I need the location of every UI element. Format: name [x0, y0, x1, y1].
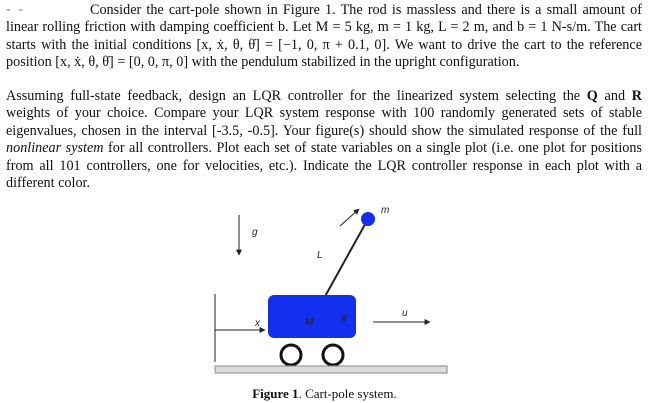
paragraph-2-text-c: weights of your choice. Compare your LQR system response with 100 randomly generated sets of stable eigenvalues, chosen in the interval [-3.5, -0.5]. Your figure(s) should show the simulated response of the full	[6, 105, 642, 139]
figure-caption	[0, 386, 649, 402]
pendulum-mass-label: m	[381, 205, 390, 216]
position-label: x	[255, 318, 260, 329]
r-weight-label: R	[631, 88, 642, 104]
stray-marks: - -	[6, 2, 25, 17]
gravity-label: g	[252, 227, 258, 238]
paragraph-2-text-a: Assuming full-state feedback, design an LQR controller for the linearized system selecting the	[6, 88, 587, 104]
rod-length-label: L	[317, 250, 323, 261]
right-wheel	[323, 345, 343, 365]
paragraph-2-text-e: for all controllers. Plot each set of state variables on a single plot (i.e. one plot for positions from all 101 controllers, one for velocities, etc.). Indicate the LQR controller response in each plot with a different color.	[6, 140, 642, 192]
figure-caption-text: . Cart-pole system.	[298, 386, 397, 401]
q-weight-label: Q	[586, 88, 598, 104]
paragraph-1-text: Consider the cart-pole shown in Figure 1. The rod is massless and there is a small amount of linear rolling friction with damping coefficient b. Let M = 5 kg, m = 1 kg, L = 2 m, and b = 1 N-s/m. The cart starts with the initial conditions [x, ẋ, θ, θ̇] = [−1, 0, π + 0.1, 0]. We want to drive the cart to the reference position [x, ẋ, θ, θ̇] = [0, 0, π, 0] with the pendulum stabilized in the upright configuration.	[6, 2, 642, 71]
left-wheel	[281, 345, 301, 365]
nonlinear-system-emphasis: nonlinear system	[6, 140, 104, 157]
cart-pole-figure	[205, 200, 450, 380]
pendulum-mass	[361, 212, 375, 226]
force-label: u	[402, 308, 408, 319]
cart-mass-label: M	[305, 317, 314, 328]
angle-label: θ	[341, 314, 347, 325]
ground	[215, 366, 447, 373]
problem-paragraph-2	[6, 88, 642, 192]
ball-motion-arrow	[340, 209, 359, 226]
paragraph-2-text-b: and	[597, 88, 632, 104]
figure-caption-number: Figure 1	[252, 386, 299, 401]
problem-paragraph-1	[6, 2, 642, 72]
